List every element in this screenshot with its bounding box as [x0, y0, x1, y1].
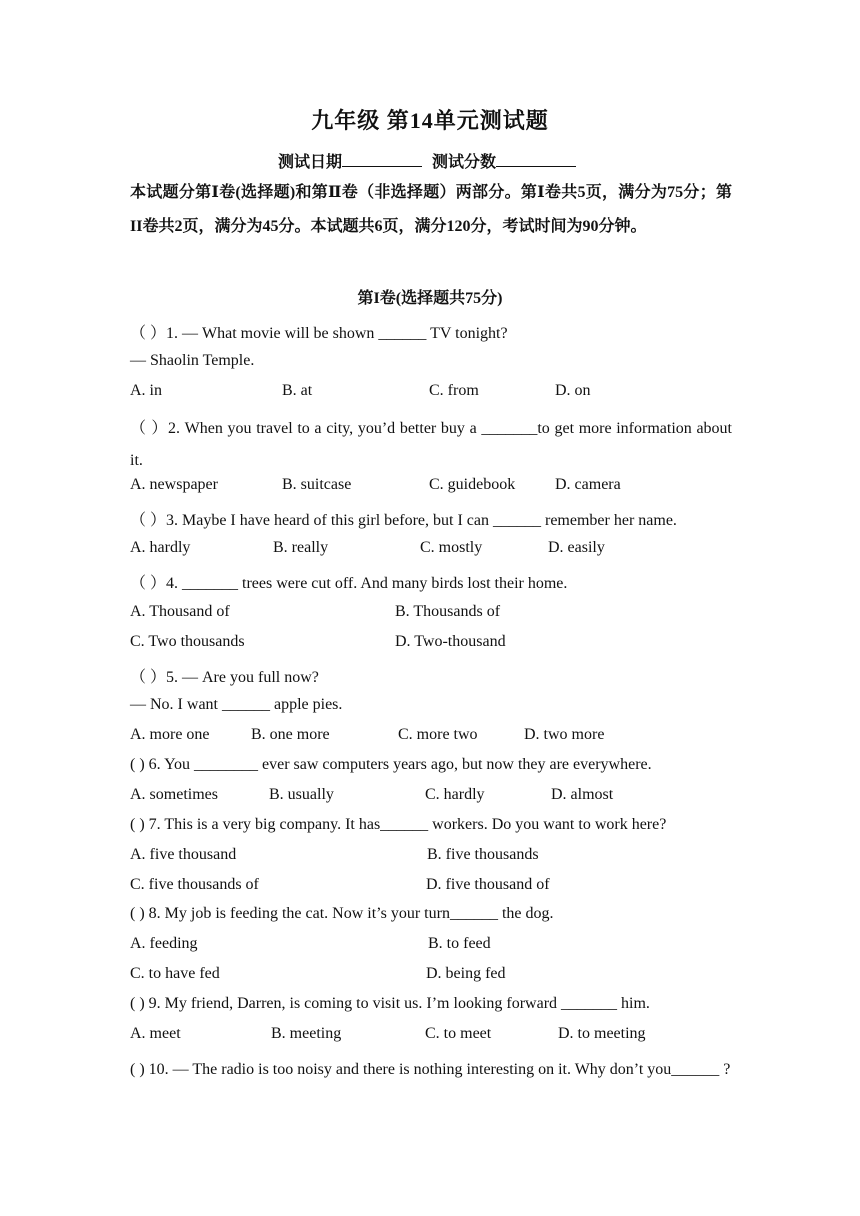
option: C. more two	[398, 726, 478, 743]
option: A. more one	[130, 726, 210, 743]
exam-instructions: 本试题分第Ⅰ卷(选择题)和第Ⅱ卷（非选择题）两部分。第Ⅰ卷共5页，满分为75分；第II卷共2页，满分为45分。本试题共6页，满分120分，考试时间为90分钟。	[130, 184, 732, 235]
question-8: ( ) 8. My job is feeding the cat. Now it’s your turn______ the dog.	[130, 905, 554, 922]
date-label: 测试日期	[277, 154, 342, 171]
option: D. five thousand of	[426, 876, 550, 893]
option: A. feeding	[130, 935, 198, 952]
option: B. usually	[269, 786, 334, 803]
option: B. five thousands	[427, 846, 539, 863]
option: D. camera	[555, 476, 621, 493]
question-5-answer: ― No. I want ______ apple pies.	[130, 696, 343, 713]
option: D. being fed	[426, 965, 506, 982]
question-1: （ ）1. ― What movie will be shown ______ TV tonight?	[130, 325, 508, 342]
question-10: ( ) 10. — The radio is too noisy and there is nothing interesting on it. Why don’t you______ ?	[130, 1061, 731, 1078]
option: A. hardly	[130, 539, 191, 556]
question-2: （ ）2. When you travel to a city, you’d better buy a _______to get more information about it.	[130, 420, 732, 469]
option: D. on	[555, 382, 591, 399]
question-3: （ ）3. Maybe I have heard of this girl before, but I can ______ remember her name.	[130, 512, 677, 529]
option: B. meeting	[271, 1025, 342, 1042]
option: B. to feed	[428, 935, 491, 952]
page-title: 九年级 第14单元测试题	[311, 108, 549, 133]
option: A. sometimes	[130, 786, 218, 803]
option: C. to meet	[425, 1025, 492, 1042]
option: B. one more	[251, 726, 330, 743]
option: B. Thousands of	[395, 603, 501, 620]
option: C. five thousands of	[130, 876, 259, 893]
option: A. five thousand	[130, 846, 237, 863]
option: D. two more	[524, 726, 605, 743]
option: C. Two thousands	[130, 633, 245, 650]
question-5: （ ）5. ― Are you full now?	[130, 669, 319, 686]
option: C. to have fed	[130, 965, 220, 982]
question-9: ( ) 9. My friend, Darren, is coming to visit us. I’m looking forward _______ him.	[130, 995, 650, 1012]
option: C. mostly	[420, 539, 483, 556]
option: C. hardly	[425, 786, 485, 803]
score-label: 测试分数	[432, 154, 497, 171]
option: D. easily	[548, 539, 605, 556]
section-title: 第I卷(选择题共75分)	[357, 290, 503, 307]
option: C. guidebook	[429, 476, 516, 493]
question-7: ( ) 7. This is a very big company. It has______ workers. Do you want to work here?	[130, 816, 667, 833]
option: D. Two-thousand	[395, 633, 506, 650]
option: A. Thousand of	[130, 603, 230, 620]
option: C. from	[429, 382, 479, 399]
question-4: （ ）4. _______ trees were cut off. And many birds lost their home.	[130, 575, 568, 592]
question-6: ( ) 6. You ________ ever saw computers years ago, but now they are everywhere.	[130, 756, 652, 773]
option: B. suitcase	[282, 476, 352, 493]
option: A. newspaper	[130, 476, 218, 493]
option: B. really	[273, 539, 329, 556]
test-info-line	[0, 149, 860, 172]
option: D. to meeting	[558, 1025, 646, 1042]
question-1-answer: ― Shaolin Temple.	[130, 352, 255, 369]
score-blank	[496, 152, 576, 167]
option: A. meet	[130, 1025, 181, 1042]
option: D. almost	[551, 786, 614, 803]
date-blank	[342, 152, 422, 167]
option: A. in	[130, 382, 162, 399]
option: B. at	[282, 382, 313, 399]
